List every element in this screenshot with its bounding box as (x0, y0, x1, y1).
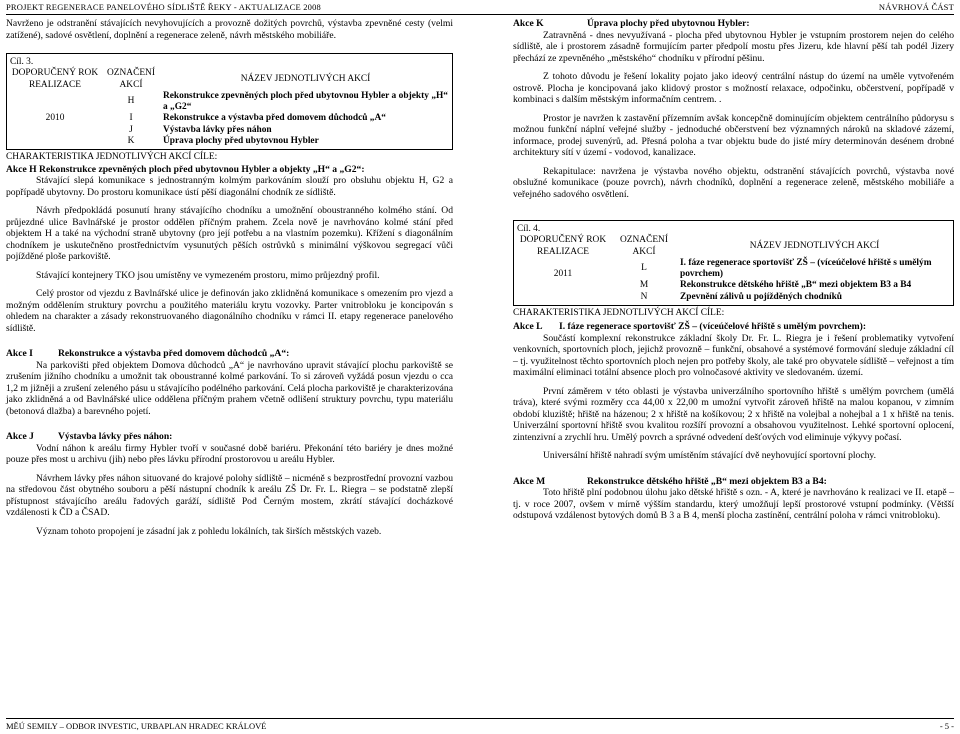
header-section-title: NÁVRHOVÁ ČÁST (878, 2, 954, 12)
akce-j-paragraph: Návrhem lávky přes náhon situované do krajové polohy sídliště – nicméně s bezprostřední provozní vazbou na středovou část obytného souboru a pěší nástupní chodník k areálu ZŠ Dr. Fr. L. Riegra – se podstatně zlepší přístupnost stávajícího areálu řadových garáží, sídliště Pod Černým mostem, zkrátí stávající docházkové vzdálenosti k ČD a ČSAD. (6, 472, 453, 519)
akce-m-heading (513, 476, 954, 488)
intro-paragraph: Navrženo je odstranění stávajících nevyhovujících a provozně dožitých povrchů, výstavba zpevněné cesty (velmi zatížené), sadové osvětlení, doplnění a regenerace zeleně, návrh městského mobiliáře. (6, 18, 453, 41)
akce-l-title: I. fáze regenerace sportovišť ZŠ – (víceúčelové hřiště s umělým povrchem): (559, 321, 867, 333)
action-name: Výstavba lávky přes náhon (163, 124, 272, 135)
footer-authors: MĚÚ SEMILY – ODBOR INVESTIC, URBAPLAN HRADEC KRÁLOVÉ (6, 721, 267, 731)
page-number: - 5 - (939, 721, 954, 731)
akce-l-paragraph: Universální hřiště nahradí svým umístěním stávající dvě neyhovující sportovní plochy. (543, 450, 876, 462)
akce-k-paragraph: Zatravněná - dnes nevyužívaná - plocha před ubytovnou Hybler je vstupním prostorem nejen do celého sídliště, ale i prostorem zásadně formujícím parter předpolí mostu přes Jizeru, kde hlavní pěší tah podél Jizery přechází ze zpevněného „městského“ chodníku v přírodní pěšinu. (513, 29, 954, 64)
header-project-title: PROJEKT REGENERACE PANELOVÉHO SÍDLIŠTĚ ŘEKY - AKTUALIZACE 2008 (6, 2, 322, 12)
akce-l-key: Akce L (513, 321, 543, 333)
goal-3-table (6, 53, 453, 150)
akce-i-title: Rekonstrukce a výstavba před domovem důchodců „A“: (58, 348, 290, 360)
akce-i-heading (6, 348, 453, 360)
akce-m-paragraph: Toto hřiště plní podobnou úlohu jako dětské hřiště s ozn. - A, které je navrhováno k realizaci ve II. etapě – tj. v roce 2007, ovšem v mírně výšším standardu, který umožňují lepší prostorové vstupní podmínky. (Většší odstupová vzdálenost bytových domů B 3 a B 4, menší plocha zastínění, centrální poloha v rámci vnitrobloku). (513, 487, 954, 522)
action-code: H (127, 96, 135, 107)
action-code: N (640, 291, 648, 302)
realization-year: 2011 (553, 269, 573, 280)
akce-l-heading (513, 321, 954, 333)
action-name: Rekonstrukce zpevněných ploch před ubytovnou Hybler a objekty „H“ a „G2“ (163, 90, 448, 113)
akce-k-paragraph: Prostor je navržen k zastavění přízemním avšak koncepčně dominujícím objektem centrálního půdorysu s možnou funkční náplní veřejné služby - jednoduché občerstvení bez významných nároků na skladové zázemí, informace, prodej suvenýrů, ad. Přesná poloha a tvar objektu bude do jisté míry determinován desénem drobné architektury sítí v území - vodovod, kanalizace. (513, 112, 954, 158)
akce-h-paragraph: Stávající kontejnery TKO jsou umístěny ve vymezeném prostoru, mimo průjezdný profil. (36, 269, 380, 281)
page-header (6, 2, 954, 15)
characteristics-title: CHARAKTERISTIKA JEDNOTLIVÝCH AKCÍ CÍLE: (6, 152, 218, 163)
akce-j-paragraph: Vodní náhon k areálu firmy Hybler tvoří v současné době bariéru. Překonání této bariéry je dnes možné pouze přes most u archivu (jih) nebo přes lávku přírodní prostorovou u areálu Hybler. (6, 442, 453, 466)
akce-h-paragraph: Návrh předpokládá posunutí hrany stávajícího chodníku a umožnění oboustranného kolmého stání. Od průjezdné ulice Bavlnářské je prostor oddělen příčným prahem. Zcela nově je navrhováno kolmé stání před objektem H a také na východní straně ubytovny (pro její potřebu a na vlastním pozemku). Křížení s diagonálním chodníkem je uskutečněno prostřednictvím vysunutých pěších ostrůvků s minimální výškovou segregací vůči pojížděné ploše parkoviště. (6, 205, 453, 263)
akce-j-title: Výstavba lávky přes náhon: (58, 431, 173, 443)
action-code: K (127, 135, 135, 146)
action-name: Rekonstrukce dětského hřiště „B“ mezi objektem B3 a B4 (680, 280, 912, 291)
akce-j-heading (6, 431, 453, 443)
right-column (513, 18, 954, 522)
akce-l-paragraph: Součástí komplexní rekonstrukce základní školy Dr. Fr. L. Riegra je i řešení problematiky vytvoření venkovních, sportovních ploch, jejichž provozně – funkční, obsahové a systémové formování sleduje základní cíl – tj. využitelnost těchto sportovních ploch nejen pro potřeby školy, ale také pro obyvatele sídliště – veřejnost a tím maximální eliminaci totální absence ploch pro volnočasové aktivity ve sledovaném. území. (513, 332, 954, 379)
akce-k-heading (513, 18, 954, 30)
col-name-header: NÁZEV JEDNOTLIVÝCH AKCÍ (240, 73, 371, 84)
akce-h-heading: Akce H Rekonstrukce zpevněných ploch před ubytovnou Hybler a objekty „H“ a „G2“: (6, 163, 365, 175)
akce-i-paragraph: Na parkovišti před objektem Domova důchodců „A“ je navrhováno upravit stávající plochu parkoviště se zrušením jižního chodníku a umožnit tak oboustranné kolmé parkování. To si zároveň vyžádá posun vjezdu o cca 1,2 m jižněji a zrušení zeleného pásu u stávajícího podélného parkování. Celá plocha parkoviště je charakterizována jako zklidněná a od Bavlnářské ulice oddělena příčným prahem včetně odlišení struktury povrchu, typu materiálu (betonová dlažba) a barevného pojetí. (6, 359, 453, 417)
akce-m-key: Akce M (513, 475, 546, 487)
akce-k-key: Akce K (513, 18, 544, 29)
action-code: I (129, 113, 133, 124)
goal-4-table (513, 220, 954, 306)
col-code-header: OZNAČENÍ AKCÍ (107, 68, 155, 90)
col-code-header: OZNAČENÍ AKCÍ (620, 235, 668, 257)
realization-year: 2010 (45, 113, 65, 124)
akce-l-paragraph: První záměrem v této oblasti je výstavba univerzálního sportovního hřiště s umělým povrchem (umělá tráva), které svými rozměry cca 44,00 x 22,00 m umožní vytvořit zároveň hřiště na malou kopanou, v zimním období kluziště; hřiště na házenou; 2 x hřiště na košíkovou; 2 x hřiště na volejbal a nohejbal a 1 x hřiště na tenis. Univerzální sportovní hřiště svou kvalitou rozšíří provozní a obsahovou využitelnost. Lehké sportovní oplocení, zintenzivní a zrychlí hru. Umělý povrch a správné odvedení dešťových vod eliminuje výkyvy počasí. (513, 385, 954, 443)
action-code: M (639, 280, 649, 291)
page-footer (6, 718, 954, 733)
col-year-header: DOPORUČENÝ ROK REALIZACE (11, 68, 99, 90)
goal-3-title: Cíl. 3. (10, 57, 34, 67)
akce-j-key: Akce J (6, 431, 34, 443)
col-year-header: DOPORUČENÝ ROK REALIZACE (519, 235, 607, 257)
akce-k-paragraph: Rekapitulace: navržena je výstavba nového objektu, odstranění stávajících povrchů, výstavba nové obslužné komunikace (pouze povrch), návrh chodníků, doplnění a regenerace zeleně, městského mobiliáře a veřejného sadového osvětlení. (513, 165, 954, 200)
akce-k-title: Úprava plochy před ubytovnou Hybler: (587, 18, 750, 29)
action-code: J (129, 124, 133, 135)
akce-i-key: Akce I (6, 348, 33, 360)
action-name: Zpevnění zálivů u pojížděných chodníků (680, 291, 843, 302)
akce-j-paragraph: Význam tohoto propojení je zásadní jak z pohledu lokálních, tak širších městských vazeb. (36, 525, 382, 537)
col-name-header: NÁZEV JEDNOTLIVÝCH AKCÍ (749, 240, 880, 251)
characteristics-title: CHARAKTERISTIKA JEDNOTLIVÝCH AKCÍ CÍLE: (513, 307, 725, 318)
action-name: Úprava plochy před ubytovnou Hybler (163, 135, 319, 146)
akce-m-title: Rekonstrukce dětského hřiště „B“ mezi objektem B3 a B4: (587, 475, 827, 487)
action-code: L (641, 263, 647, 274)
left-column (6, 18, 453, 537)
action-name: I. fáze regenerace sportovišť ZŠ – (víceúčelové hřiště s umělým povrchem) (680, 257, 932, 280)
akce-k-paragraph: Z tohoto důvodu je řešení lokality pojato jako ideový centrální nástup do území na uměle vytvořeném ostrově. Plocha je koncipovaná jako klidový prostor s možností relaxace, odpočinku, občerstvení, popřípadě v kombinaci s dalším městským informačním centrem. . (513, 71, 954, 105)
akce-h-paragraph: Celý prostor od vjezdu z Bavlnářské ulice je definován jako zklidněná komunikace s omezením pro vjezd a možným oddělením struktury povrchu a použitého materiálu krytu vozovky. Parter vnitrobloku je koncipován s ohledem na charakter a zásady rekonstruovaného diagonálního chodníku v rámci II. etapy regenerace panelového sídliště. (6, 288, 453, 334)
goal-4-title: Cíl. 4. (517, 224, 541, 234)
akce-h-paragraph: Stávající slepá komunikace s jednostranným kolmým parkováním slouží pro obsluhu objektu H, G2 a popřípadě ubytovny. Do prostoru komunikace ústí pěší diagonální chodník ze sídliště. (6, 175, 453, 198)
action-name: Rekonstrukce a výstavba před domovem důchodců „A“ (163, 113, 386, 124)
